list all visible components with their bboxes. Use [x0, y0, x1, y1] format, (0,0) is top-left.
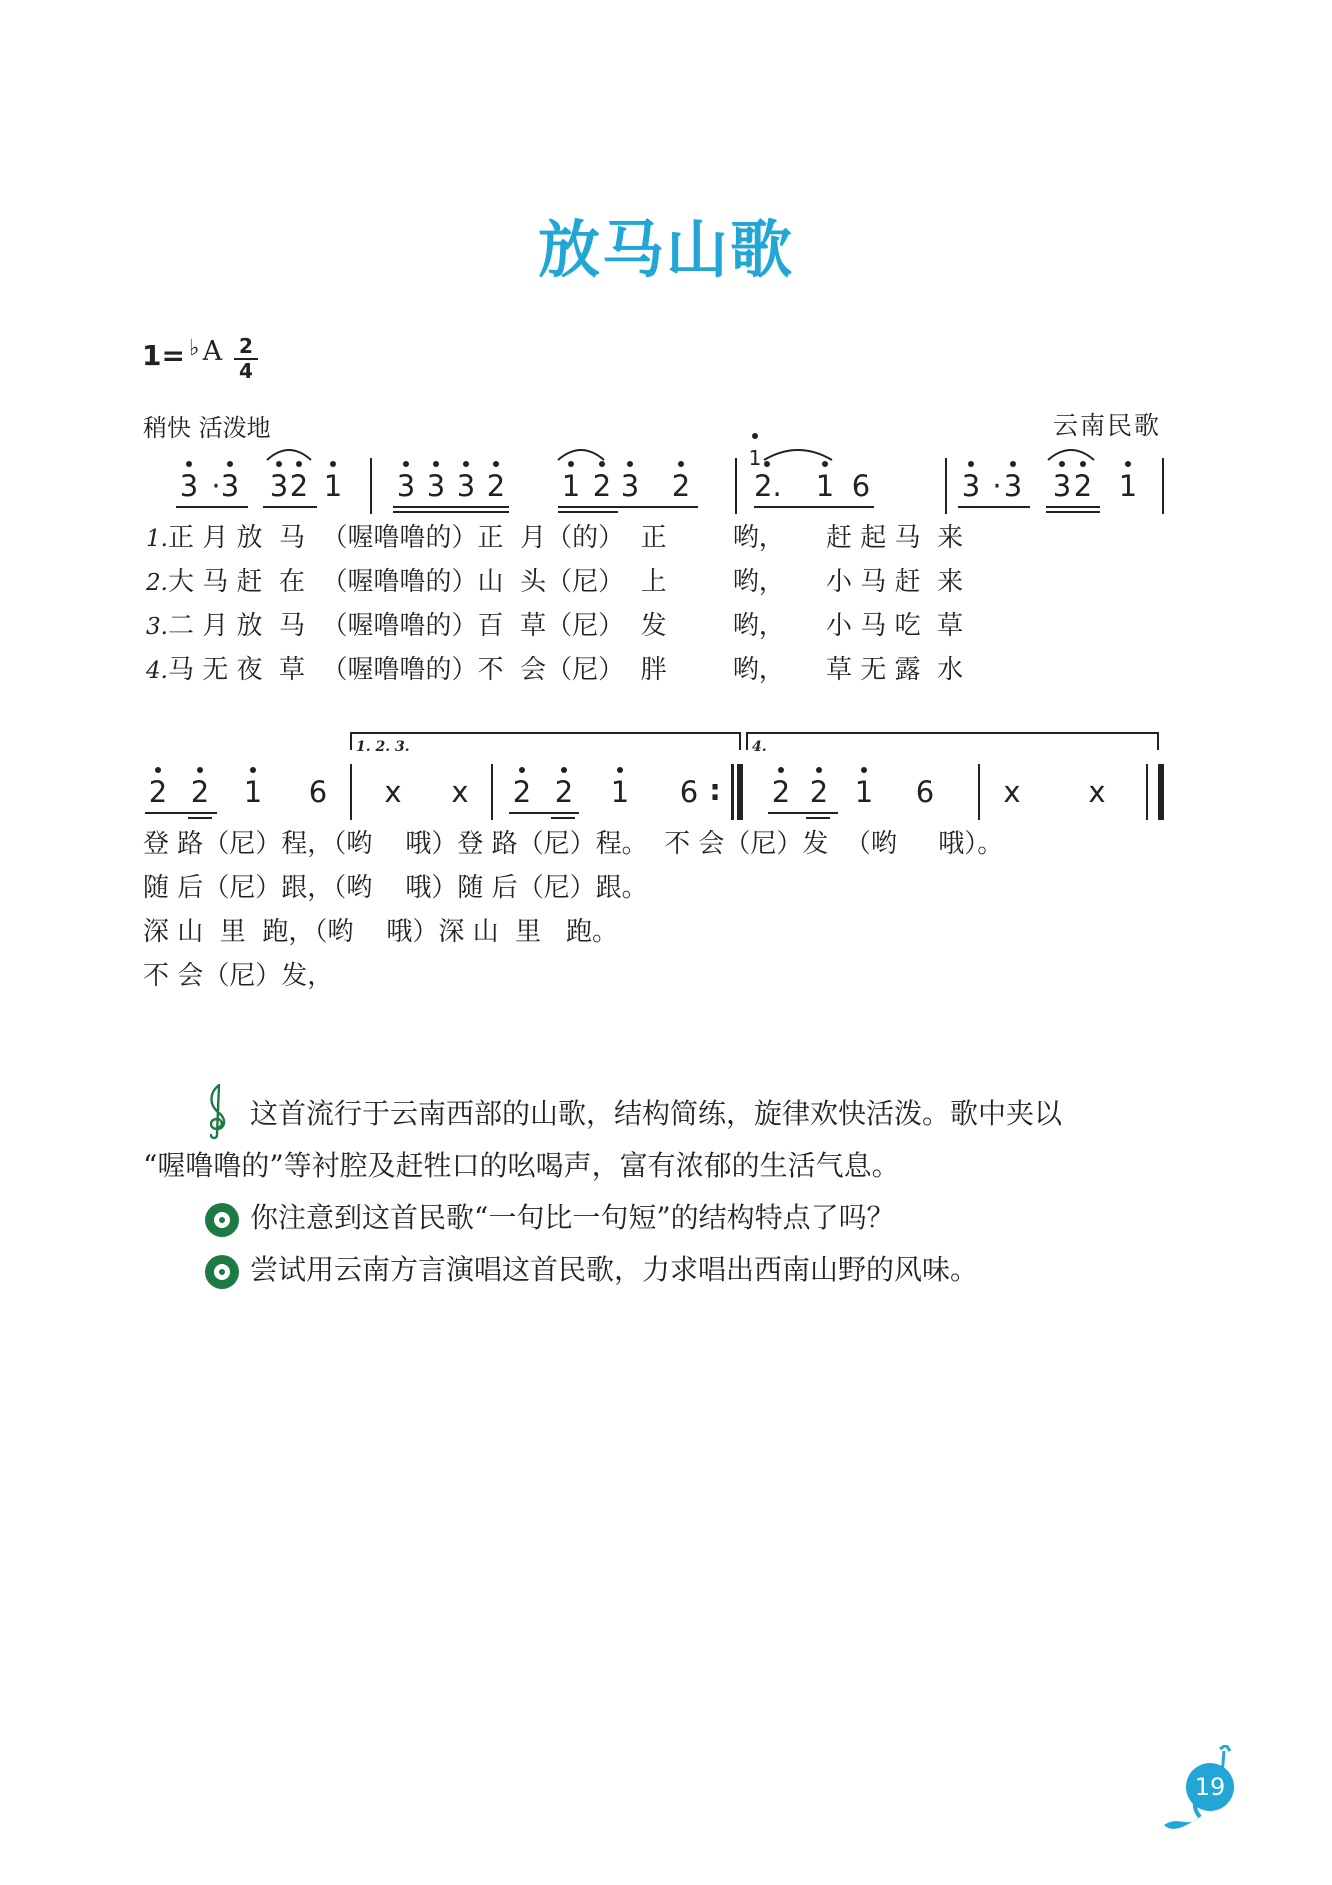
intro-text: 这首流行于云南西部的山歌，结构简练，旋律欢快活泼。歌中夹以 — [250, 1097, 1063, 1130]
note-digit: 3 — [396, 469, 416, 503]
volta-bracket — [1157, 732, 1159, 750]
note-digit: x — [1003, 775, 1021, 809]
meter-denominator: 4 — [239, 359, 253, 383]
note — [1115, 470, 1141, 502]
note — [320, 470, 346, 502]
octave-dot — [463, 461, 469, 467]
note-digit: 1 — [1118, 469, 1138, 503]
note — [176, 470, 202, 502]
note — [958, 470, 984, 502]
note — [754, 470, 780, 502]
shout-note — [999, 776, 1025, 808]
volta-bracket — [746, 732, 748, 750]
refrain-line: 随 后（尼）跟，（哟 哦）随 后（尼）跟。 — [143, 873, 648, 903]
octave-dot — [778, 767, 784, 773]
octave-dot — [1125, 461, 1131, 467]
octave-dot — [752, 433, 758, 439]
underline — [263, 506, 317, 508]
bar-line — [350, 764, 352, 820]
note — [217, 470, 243, 502]
verse-line — [146, 523, 963, 554]
note-digit: 2. — [754, 469, 782, 503]
note-digit: 3 — [1052, 469, 1072, 503]
note — [806, 776, 832, 808]
bar-line — [735, 458, 737, 514]
note-digit: 3 — [456, 469, 476, 503]
octave-dot — [197, 767, 203, 773]
note-digit: 1 — [610, 775, 630, 809]
note-digit: 6 — [851, 469, 871, 503]
note — [509, 776, 535, 808]
verse-number: 1. — [146, 526, 168, 552]
volta-label: 4. — [752, 739, 767, 755]
octave-dot — [403, 461, 409, 467]
verse-text: 大 马 赶 在 （喔噜噜的）山 头（尼） 上 哟， 小 马 赶 来 — [167, 567, 964, 597]
page-title: 放马山歌 — [537, 213, 794, 286]
note — [145, 776, 171, 808]
bar-line — [370, 458, 372, 514]
octave-dot — [968, 461, 974, 467]
verse-line — [146, 655, 963, 686]
grace-note — [742, 442, 768, 474]
verse-number: 2. — [146, 570, 168, 596]
note — [240, 776, 266, 808]
note-digit: 3 — [269, 469, 289, 503]
disc-icon — [205, 1255, 239, 1289]
note — [617, 470, 643, 502]
double-underline — [188, 817, 212, 819]
note-digit: 1 — [323, 469, 343, 503]
note-digit: 1 — [815, 469, 835, 503]
note-digit: x — [1088, 775, 1106, 809]
underline — [1046, 506, 1100, 508]
meter-numerator: 2 — [234, 335, 258, 360]
note — [187, 776, 213, 808]
octave-dot — [433, 461, 439, 467]
bar-line — [1162, 458, 1164, 514]
underline — [958, 506, 1030, 508]
note — [848, 470, 874, 502]
note-digit: 2 — [771, 775, 791, 809]
note — [453, 470, 479, 502]
key-tonic: 1 — [142, 339, 162, 372]
note — [912, 776, 938, 808]
octave-dot — [227, 461, 233, 467]
underline — [768, 812, 838, 814]
octave-dot — [678, 461, 684, 467]
note — [676, 776, 702, 808]
question-2: 尝试用云南方言演唱这首民歌，力求唱出西南山野的风味。 — [250, 1253, 979, 1286]
underline — [754, 506, 874, 508]
disc-icon — [205, 1203, 239, 1237]
note — [286, 470, 312, 502]
tempo-marking: 稍快 活泼地 — [143, 414, 271, 442]
note-digit: 3 — [426, 469, 446, 503]
volta-bracket — [350, 732, 352, 750]
note-digit: · — [992, 469, 1002, 503]
intro-text-continued: “喔噜噜的”等衬腔及赶牲口的吆喝声，富有浓郁的生活气息。 — [143, 1149, 900, 1182]
bar-line — [491, 764, 493, 820]
note — [305, 776, 331, 808]
underline — [558, 506, 698, 508]
note — [607, 776, 633, 808]
octave-dot — [617, 767, 623, 773]
note-digit: 1 — [854, 775, 874, 809]
octave-dot — [186, 461, 192, 467]
note-digit: 1 — [243, 775, 263, 809]
octave-dot — [250, 767, 256, 773]
note — [589, 470, 615, 502]
song-origin: 云南民歌 — [1052, 411, 1161, 440]
volta-bracket — [739, 732, 741, 750]
repeat-dots — [702, 774, 728, 806]
note-digit: 6 — [915, 775, 935, 809]
underline — [176, 506, 248, 508]
note-digit: 3 — [1003, 469, 1023, 503]
note-digit: x — [384, 775, 402, 809]
slur — [556, 444, 606, 462]
double-underline — [551, 817, 575, 819]
verse-number: 3. — [146, 614, 168, 640]
question-1: 你注意到这首民歌“一句比一句短”的结构特点了吗？ — [250, 1201, 895, 1234]
note-digit: 2 — [554, 775, 574, 809]
note — [551, 776, 577, 808]
note-digit: 3 — [961, 469, 981, 503]
time-signature — [234, 335, 258, 383]
octave-dot — [861, 767, 867, 773]
page-number: 19 — [1186, 1763, 1234, 1811]
refrain-line: 深 山 里 跑，（哟 哦）深 山 里 跑。 — [143, 917, 618, 947]
note-digit: · — [211, 469, 221, 503]
note — [423, 470, 449, 502]
bar-line — [945, 458, 947, 514]
shout-note — [447, 776, 473, 808]
note-digit: 2 — [512, 775, 532, 809]
bar-line — [978, 764, 980, 820]
refrain-line: 登 路（尼）程，（哟 哦）登 路（尼）程。 不 会（尼）发 （哟 哦）。 — [143, 829, 1004, 859]
double-underline — [393, 511, 509, 513]
note — [393, 470, 419, 502]
octave-dot — [1010, 461, 1016, 467]
note — [668, 470, 694, 502]
underline — [145, 812, 217, 814]
slur — [265, 444, 313, 462]
verse-text: 二 月 放 马 （喔噜噜的）百 草（尼） 发 哟， 小 马 吃 草 — [167, 611, 964, 641]
octave-dot — [519, 767, 525, 773]
note-digit: 3 — [179, 469, 199, 503]
underline — [509, 812, 579, 814]
note — [851, 776, 877, 808]
octave-dot — [330, 461, 336, 467]
note-digit: 2 — [1073, 469, 1093, 503]
note-digit: 1 — [748, 446, 762, 470]
octave-dot — [493, 461, 499, 467]
note-digit: 6 — [308, 775, 328, 809]
note — [812, 470, 838, 502]
note-digit: 2 — [592, 469, 612, 503]
double-underline — [806, 817, 830, 819]
repeat-bar-thick — [737, 764, 743, 820]
note-digit: 3 — [220, 469, 240, 503]
note-digit: 2 — [148, 775, 168, 809]
key-note: A — [202, 336, 223, 367]
note-digit: 2 — [809, 775, 829, 809]
flat-icon: ♭ — [188, 336, 200, 361]
double-underline — [558, 511, 618, 513]
note-digit: 2 — [671, 469, 691, 503]
verse-number: 4. — [146, 658, 168, 684]
note-digit: 3 — [620, 469, 640, 503]
double-underline — [1046, 511, 1100, 513]
volta-label: 1. 2. 3. — [356, 739, 410, 755]
verse-line — [146, 611, 963, 642]
repeat-bar — [731, 764, 734, 820]
bar-line — [1146, 764, 1148, 820]
note-digit: 2 — [190, 775, 210, 809]
refrain-line: 不 会（尼）发， — [143, 961, 334, 991]
verse-line — [146, 567, 963, 598]
note — [558, 470, 584, 502]
shout-note — [1084, 776, 1110, 808]
repeat-colon: : — [709, 773, 721, 807]
shout-note — [380, 776, 406, 808]
octave-dot — [561, 767, 567, 773]
octave-dot — [155, 767, 161, 773]
key-eq: = — [161, 339, 185, 372]
final-bar-thick — [1158, 764, 1164, 820]
slur — [1046, 444, 1096, 462]
octave-dot — [627, 461, 633, 467]
volta-bracket — [746, 732, 1158, 734]
note-digit: 1 — [561, 469, 581, 503]
note-digit: 6 — [679, 775, 699, 809]
slur — [762, 444, 834, 462]
note — [1000, 470, 1026, 502]
note — [483, 470, 509, 502]
verse-text: 正 月 放 马 （喔噜噜的）正 月（的） 正 哟， 赶 起 马 来 — [167, 523, 964, 553]
note — [768, 776, 794, 808]
treble-clef-icon — [205, 1083, 231, 1141]
key-signature — [142, 336, 223, 372]
underline — [393, 506, 509, 508]
note-digit: 2 — [486, 469, 506, 503]
note-digit: x — [451, 775, 469, 809]
octave-dot — [816, 767, 822, 773]
note-digit: 2 — [289, 469, 309, 503]
note — [1070, 470, 1096, 502]
verse-text: 马 无 夜 草 （喔噜噜的）不 会（尼） 胖 哟， 草 无 露 水 — [167, 655, 964, 685]
